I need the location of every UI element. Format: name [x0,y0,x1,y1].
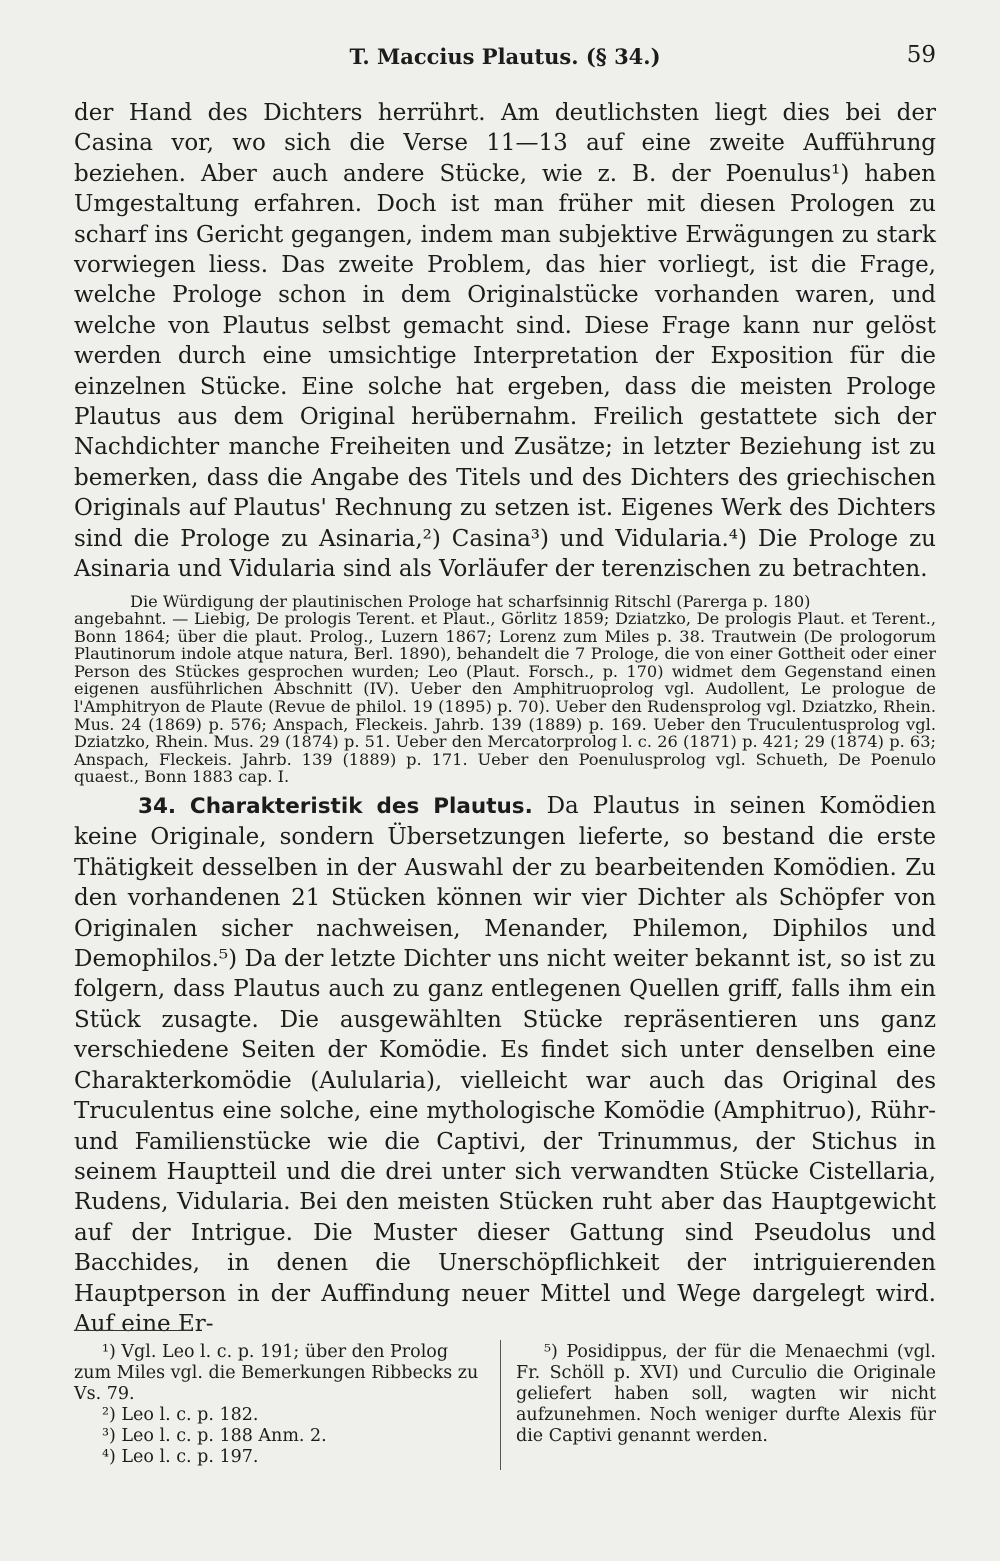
main-text [74,98,936,1339]
section-text: Da Plautus in seinen Komödien keine Originale, sondern Übersetzungen lieferte, so bestand die erste Thätigkeit desselben in der Auswahl der zu bearbeitenden Komödien. Zu den vorhandenen 21 Stücken können wir vier Dichter als Schöpfer von Originalen sicher nachweisen, Menander, Philemon, Diphilos und Demophilos.⁵) Da der letzte Dichter uns nicht weiter bekannt ist, so ist zu folgern, dass Plautus auch zu ganz entlegenen Quellen griff, falls ihm ein Stück zusagte. Die ausgewählten Stücke repräsentieren uns ganz verschiedene Seiten der Komödie. Es findet sich unter denselben eine Charakterkomödie (Aulularia), vielleicht war auch das Original des Truculentus eine solche, eine mythologische Komödie (Amphitruo), Rühr- und Familienstücke wie die Captivi, der Trinummus, der Stichus in seinem Hauptteil und die drei unter sich verwandten Stücke Cistellaria, Rudens, Vidularia. Bei den meisten Stücken ruht aber das Hauptgewicht auf der Intrigue. Die Muster dieser Gattung sind Pseudolus und Bacchides, in denen die Unerschöpflichkeit der intriguierenden Hauptperson in der Auffindung neuer Mittel und Wege dargelegt wird. Auf eine Er- [74,793,937,1337]
page-header [74,42,936,76]
footnote: ⁵) Posidippus, der für die Menaechmi (vgl. Fr. Schöll p. XVI) und Curculio die Originale geliefert haben soll, wagten wir nicht aufzunehmen. Noch weniger durfte Alexis für die Captivi genannt werden. [516,1342,936,1446]
footnote-rule [74,1330,190,1331]
footnote: ²) Leo l. c. p. 182. [102,1405,259,1425]
body-paragraph: der Hand des Dichters herrührt. Am deutlichsten liegt dies bei der Casina vor, wo sich die Verse 11—13 auf eine zweite Aufführung beziehen. Aber auch andere Stücke, wie z. B. der Poenulus¹) haben Umgestaltung erfahren. Doch ist man früher mit diesen Prologen zu scharf ins Gericht gegangen, indem man subjektive Erwägungen zu stark vorwiegen liess. Das zweite Problem, das hier vorliegt, ist die Frage, welche Prologe schon in dem Originalstücke vorhanden waren, und welche von Plautus selbst gemacht sind. Diese Frage kann nur gelöst werden durch eine umsichtige Interpretation der Exposition für die einzelnen Stücke. Eine solche hat ergeben, dass die meisten Prologe Plautus aus dem Original herübernahm. Freilich gestattete sich der Nachdichter manche Freiheiten und Zusätze; in letzter Beziehung ist zu bemerken, dass die Angabe des Titels und des Dichters des griechischen Originals auf Plautus' Rechnung zu setzen ist. Eigenes Werk des Dichters sind die Prologe zu Asinaria,²) Casina³) und Vidularia.⁴) Die Prologe zu Asinaria und Vidularia sind als Vorläufer der terenzischen zu betrachten. [74,100,936,583]
running-title: T. Maccius Plautus. (§ 34.) [349,44,661,69]
footnote: ³) Leo l. c. p. 188 Anm. 2. [102,1426,327,1446]
note-body: angebahnt. — Liebig, De prologis Terent. et Plaut., Görlitz 1859; Dziatzko, De prologis Plaut. et Terent., Bonn 1864; über die plaut. Prolog., Luzern 1867; Lorenz zum Miles p. 38. Trautwein (De prologorum Plautinorum indole atque natura, Berl. 1890), behandelt die 7 Prologe, die von einer Gottheit oder einer Person des Stückes gesprochen wurden; Leo (Plaut. Forsch., p. 170) widmet dem Gegenstand einen eigenen ausführlichen Abschnitt (IV). Ueber den Amphitruoprolog vgl. Audollent, Le prologue de l'Amphitryon de Plaute (Revue de philol. 19 (1895) p. 70). Ueber den Rudensprolog vgl. Dziatzko, Rhein. Mus. 24 (1869) p. 576; Anspach, Fleckeis. Jahrb. 139 (1889) p. 169. Ueber den Truculentusprolog vgl. Dziatzko, Rhein. Mus. 29 (1874) p. 51. Ueber den Mercatorprolog l. c. 26 (1871) p. 421; 29 (1874) p. 63; Anspach, Fleckeis. Jahrb. 139 (1889) p. 171. Ueber den Poenulusprolog vgl. Schueth, De Poenulo quaest., Bonn 1883 cap. I. [74,609,936,787]
footnotes-left [74,1342,488,1468]
footnotes-right [516,1342,936,1447]
section-title: Charakteristik des Plautus. [189,794,533,820]
footnote: ¹) Vgl. Leo l. c. p. 191; über den Prolog zum Miles vgl. die Bemerkungen Ribbecks zu Vs. 79. [74,1342,479,1404]
note-lead: Die Würdigung der plautinischen Prologe hat scharfsinnig Ritschl (Parerga p. 180) [130,591,811,611]
footnote: ⁴) Leo l. c. p. 197. [102,1447,259,1467]
page-number: 59 [906,42,936,68]
footnote-column-divider [500,1340,501,1470]
section-paragraph [74,791,936,1339]
bibliographic-note [74,593,936,787]
section-number: 34. [138,794,177,820]
